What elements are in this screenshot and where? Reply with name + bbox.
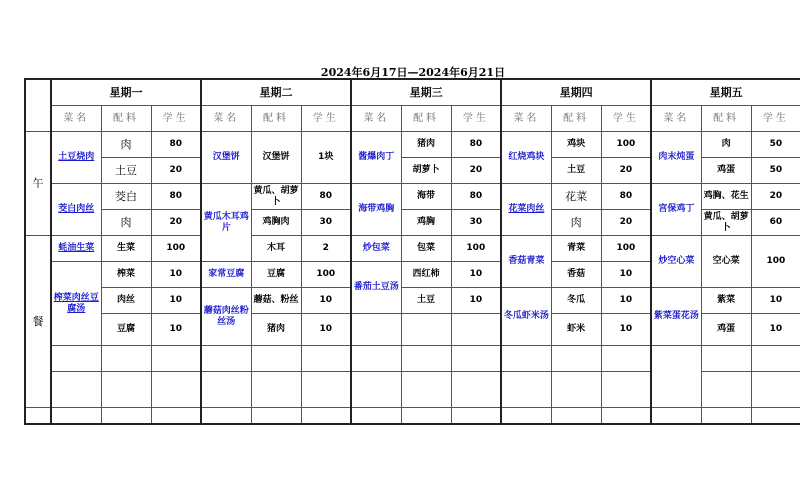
empty-cell xyxy=(601,346,651,372)
quantity: 1块 xyxy=(301,132,351,184)
quantity: 10 xyxy=(151,314,201,346)
empty-cell xyxy=(201,372,251,408)
dish-name: 黄瓜木耳鸡片 xyxy=(201,184,251,262)
ingredient: 香菇 xyxy=(551,262,601,288)
ingredient: 鸡胸、花生 xyxy=(701,184,751,210)
ingredient: 黄瓜、胡萝卜 xyxy=(701,210,751,236)
empty-cell xyxy=(601,372,651,408)
empty-cell xyxy=(301,408,351,425)
quantity: 30 xyxy=(451,210,501,236)
day-header: 星期二 xyxy=(201,79,351,106)
quantity: 20 xyxy=(151,210,201,236)
empty-cell xyxy=(701,408,751,425)
col-ingredient: 配料 xyxy=(101,106,151,132)
empty-cell xyxy=(251,346,301,372)
col-student: 学生 xyxy=(601,106,651,132)
quantity: 80 xyxy=(451,184,501,210)
empty-cell xyxy=(701,346,751,372)
col-ingredient: 配料 xyxy=(251,106,301,132)
ingredient: 土豆 xyxy=(101,158,151,184)
dish-name: 炒空心菜 xyxy=(651,236,701,288)
empty-cell xyxy=(301,346,351,372)
quantity: 10 xyxy=(751,288,800,314)
table-row xyxy=(25,346,800,372)
ingredient: 青菜 xyxy=(551,236,601,262)
ingredient: 胡萝卜 xyxy=(401,158,451,184)
ingredient: 冬瓜 xyxy=(551,288,601,314)
ingredient: 鸡胸肉 xyxy=(251,210,301,236)
ingredient: 猪肉 xyxy=(251,314,301,346)
table-row xyxy=(25,236,800,262)
empty-cell xyxy=(201,408,251,425)
ingredient: 肉丝 xyxy=(101,288,151,314)
empty-cell xyxy=(351,372,401,408)
ingredient: 汉堡饼 xyxy=(251,132,301,184)
empty-cell xyxy=(401,346,451,372)
empty-cell xyxy=(301,372,351,408)
empty-cell xyxy=(701,372,751,408)
quantity: 100 xyxy=(601,132,651,158)
quantity: 100 xyxy=(151,236,201,262)
dish-name: 酱爆肉丁 xyxy=(351,132,401,184)
ingredient: 豆腐 xyxy=(251,262,301,288)
table-row xyxy=(25,288,800,314)
dish-name: 红烧鸡块 xyxy=(501,132,551,184)
col-ingredient: 配料 xyxy=(701,106,751,132)
day-header: 星期一 xyxy=(51,79,201,106)
ingredient: 肉 xyxy=(701,132,751,158)
ingredient: 花菜 xyxy=(551,184,601,210)
ingredient: 猪肉 xyxy=(401,132,451,158)
empty-cell xyxy=(401,314,451,346)
corner-cell xyxy=(25,79,51,132)
empty-cell xyxy=(451,408,501,425)
ingredient: 紫菜 xyxy=(701,288,751,314)
empty-cell xyxy=(751,346,800,372)
quantity: 100 xyxy=(451,236,501,262)
quantity: 80 xyxy=(301,184,351,210)
dish-name: 番茄土豆汤 xyxy=(351,262,401,314)
quantity: 10 xyxy=(601,262,651,288)
day-header: 星期三 xyxy=(351,79,501,106)
meal-label: 午 xyxy=(25,132,51,236)
empty-cell xyxy=(101,346,151,372)
quantity: 100 xyxy=(751,236,800,288)
empty-cell xyxy=(351,314,401,346)
empty-cell xyxy=(51,346,101,372)
empty-cell xyxy=(151,408,201,425)
col-student: 学生 xyxy=(151,106,201,132)
ingredient: 生菜 xyxy=(101,236,151,262)
dish-name: 肉末炖蛋 xyxy=(651,132,701,184)
day-header: 星期四 xyxy=(501,79,651,106)
day-header-row xyxy=(25,79,800,106)
quantity: 2 xyxy=(301,236,351,262)
quantity: 80 xyxy=(151,132,201,158)
dish-name: 土豆烧肉 xyxy=(51,132,101,184)
col-dish: 菜名 xyxy=(501,106,551,132)
empty-cell xyxy=(401,372,451,408)
ingredient: 西红柿 xyxy=(401,262,451,288)
day-header: 星期五 xyxy=(651,79,800,106)
empty-cell xyxy=(451,314,501,346)
ingredient: 空心菜 xyxy=(701,236,751,288)
quantity: 10 xyxy=(301,314,351,346)
col-dish: 菜名 xyxy=(201,106,251,132)
empty-cell xyxy=(101,408,151,425)
quantity: 20 xyxy=(451,158,501,184)
col-dish: 菜名 xyxy=(51,106,101,132)
subheader-row xyxy=(25,106,800,132)
ingredient: 黄瓜、胡萝卜 xyxy=(251,184,301,210)
table-row xyxy=(25,408,800,425)
quantity: 10 xyxy=(301,288,351,314)
dish-name: 茭白肉丝 xyxy=(51,184,101,236)
dish-name: 蚝油生菜 xyxy=(51,236,101,262)
empty-cell xyxy=(651,346,701,408)
ingredient: 榨菜 xyxy=(101,262,151,288)
empty-cell xyxy=(201,346,251,372)
table-row xyxy=(25,184,800,210)
empty-cell xyxy=(51,372,101,408)
quantity: 60 xyxy=(751,210,800,236)
empty-cell xyxy=(351,408,401,425)
empty-cell xyxy=(451,372,501,408)
quantity: 80 xyxy=(451,132,501,158)
ingredient: 木耳 xyxy=(251,236,301,262)
quantity: 50 xyxy=(751,158,800,184)
dish-name: 冬瓜虾米汤 xyxy=(501,288,551,346)
dish-name: 香菇青菜 xyxy=(501,236,551,288)
dish-name: 家常豆腐 xyxy=(201,262,251,288)
ingredient: 肉 xyxy=(101,132,151,158)
empty-cell xyxy=(101,372,151,408)
dish-name: 榨菜肉丝豆腐汤 xyxy=(51,262,101,346)
quantity: 20 xyxy=(601,158,651,184)
empty-cell xyxy=(451,346,501,372)
quantity: 10 xyxy=(151,288,201,314)
ingredient: 土豆 xyxy=(551,158,601,184)
col-student: 学生 xyxy=(451,106,501,132)
quantity: 20 xyxy=(601,210,651,236)
quantity: 20 xyxy=(151,158,201,184)
quantity: 50 xyxy=(751,132,800,158)
empty-cell xyxy=(751,372,800,408)
dish-name: 紫菜蛋花汤 xyxy=(651,288,701,346)
empty-cell xyxy=(751,408,800,425)
empty-cell xyxy=(551,408,601,425)
col-student: 学生 xyxy=(301,106,351,132)
ingredient: 蘑菇、粉丝 xyxy=(251,288,301,314)
col-student: 学生 xyxy=(751,106,800,132)
quantity: 80 xyxy=(151,184,201,210)
col-ingredient: 配料 xyxy=(551,106,601,132)
empty-cell xyxy=(251,408,301,425)
ingredient: 鸡胸 xyxy=(401,210,451,236)
menu-title: 2024年6月17日—2024年6月21日 xyxy=(320,66,506,79)
quantity: 80 xyxy=(601,184,651,210)
col-dish: 菜名 xyxy=(351,106,401,132)
ingredient: 鸡蛋 xyxy=(701,158,751,184)
empty-cell xyxy=(501,346,551,372)
quantity: 10 xyxy=(151,262,201,288)
ingredient: 鸡块 xyxy=(551,132,601,158)
quantity: 10 xyxy=(451,262,501,288)
empty-cell xyxy=(551,346,601,372)
weekly-menu-table xyxy=(24,78,800,425)
empty-cell xyxy=(25,408,51,425)
col-dish: 菜名 xyxy=(651,106,701,132)
ingredient: 肉 xyxy=(101,210,151,236)
dish-name: 花菜肉丝 xyxy=(501,184,551,236)
dish-name: 海带鸡胸 xyxy=(351,184,401,236)
ingredient: 包菜 xyxy=(401,236,451,262)
table-row xyxy=(25,132,800,158)
ingredient: 土豆 xyxy=(401,288,451,314)
col-ingredient: 配料 xyxy=(401,106,451,132)
ingredient: 海带 xyxy=(401,184,451,210)
empty-cell xyxy=(51,408,101,425)
quantity: 10 xyxy=(601,314,651,346)
quantity: 10 xyxy=(601,288,651,314)
quantity: 20 xyxy=(751,184,800,210)
ingredient: 虾米 xyxy=(551,314,601,346)
empty-cell xyxy=(501,372,551,408)
dish-name: 宫保鸡丁 xyxy=(651,184,701,236)
empty-cell xyxy=(251,372,301,408)
meal-label: 餐 xyxy=(25,236,51,408)
empty-cell xyxy=(401,408,451,425)
quantity: 10 xyxy=(451,288,501,314)
ingredient: 豆腐 xyxy=(101,314,151,346)
dish-name: 炒包菜 xyxy=(351,236,401,262)
empty-cell xyxy=(151,346,201,372)
empty-cell xyxy=(501,408,551,425)
quantity: 100 xyxy=(601,236,651,262)
empty-cell xyxy=(351,346,401,372)
empty-cell xyxy=(151,372,201,408)
quantity: 30 xyxy=(301,210,351,236)
ingredient: 肉 xyxy=(551,210,601,236)
empty-cell xyxy=(651,408,701,425)
empty-cell xyxy=(601,408,651,425)
dish-name: 汉堡饼 xyxy=(201,132,251,184)
dish-name: 蘑菇肉丝粉丝汤 xyxy=(201,288,251,346)
quantity: 10 xyxy=(751,314,800,346)
quantity: 100 xyxy=(301,262,351,288)
empty-cell xyxy=(551,372,601,408)
ingredient: 鸡蛋 xyxy=(701,314,751,346)
ingredient: 茭白 xyxy=(101,184,151,210)
